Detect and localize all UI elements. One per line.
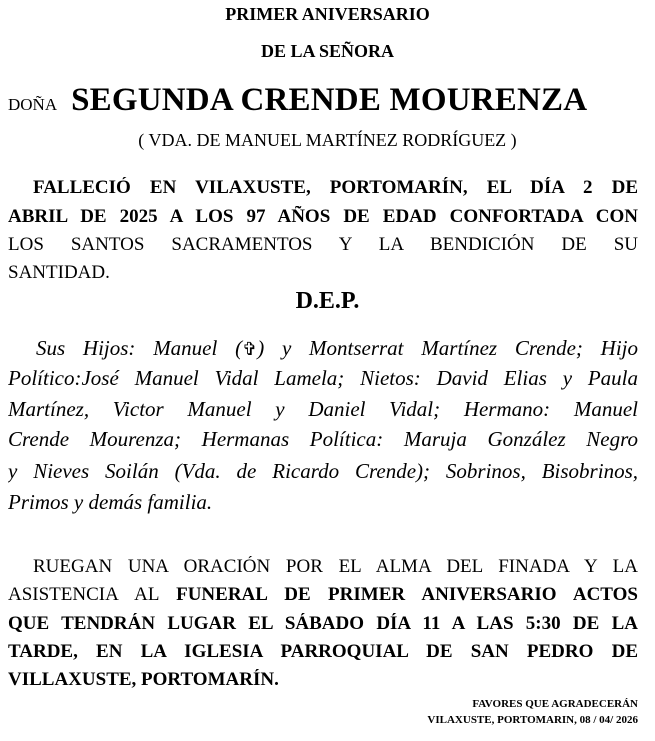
deceased-name: SEGUNDA CRENDE MOURENZA: [71, 82, 588, 118]
family-line: y Nieves Soilán (Vda. de Ricardo Crende); Sobrinos, Bisobrinos,: [8, 459, 638, 483]
footer-place-date: VILAXUSTE, PORTOMARIN, 08 / 04/ 2026: [427, 714, 638, 726]
request-line: [8, 584, 638, 608]
family-line-fragment: ) y Montserrat Martínez Crende; Hijo: [257, 336, 638, 360]
cross-icon: ✞: [242, 339, 258, 359]
family-line: Crende Mourenza; Hermanas Política: Maruja González Negro: [8, 427, 638, 451]
request-normal-fragment: ASISTENCIA AL: [8, 584, 177, 605]
death-notice-line: LOS SANTOS SACRAMENTOS Y LA BENDICIÓN DE SU: [8, 234, 638, 255]
request-line: QUE TENDRÁN LUGAR EL SÁBADO DÍA 11 A LAS 5:30 DE LA: [8, 613, 638, 634]
death-notice-bold-fragment: ABRIL DE 2025 A LOS 97 AÑOS DE EDAD CONFORTADA CON: [8, 206, 638, 227]
family-line: [36, 336, 638, 364]
dep-heading: D.E.P.: [295, 288, 360, 314]
header-line-1: PRIMER ANIVERSARIO: [225, 4, 430, 24]
death-notice-line: [8, 206, 638, 230]
request-line: VILLAXUSTE, PORTOMARÍN.: [8, 669, 279, 690]
death-notice-line: FALLECIÓ EN VILAXUSTE, PORTOMARÍN, EL DÍA 2 DE: [33, 177, 638, 198]
request-line: TARDE, EN LA IGLESIA PARROQUIAL DE SAN PEDRO DE: [8, 641, 638, 662]
request-line: RUEGAN UNA ORACIÓN POR EL ALMA DEL FINADA Y LA: [33, 556, 638, 577]
family-line: Político:José Manuel Vidal Lamela; Nietos: David Elias y Paula: [8, 366, 638, 390]
name-prefix: DOÑA: [8, 95, 58, 114]
footer-thanks: FAVORES QUE AGRADECERÁN: [472, 698, 638, 710]
deceased-name-row: [8, 82, 587, 119]
family-line: Martínez, Victor Manuel y Daniel Vidal; Hermano: Manuel: [8, 397, 638, 421]
header-line-2: DE LA SEÑORA: [260, 41, 395, 61]
request-bold-fragment: FUNERAL DE PRIMER ANIVERSARIO ACTOS: [176, 584, 638, 605]
widow-of: ( VDA. DE MANUEL MARTÍNEZ RODRÍGUEZ ): [138, 130, 517, 150]
family-line: Primos y demás familia.: [8, 490, 213, 514]
death-notice-line: SANTIDAD.: [8, 262, 110, 283]
family-line-fragment: Sus Hijos: Manuel (: [36, 336, 243, 360]
